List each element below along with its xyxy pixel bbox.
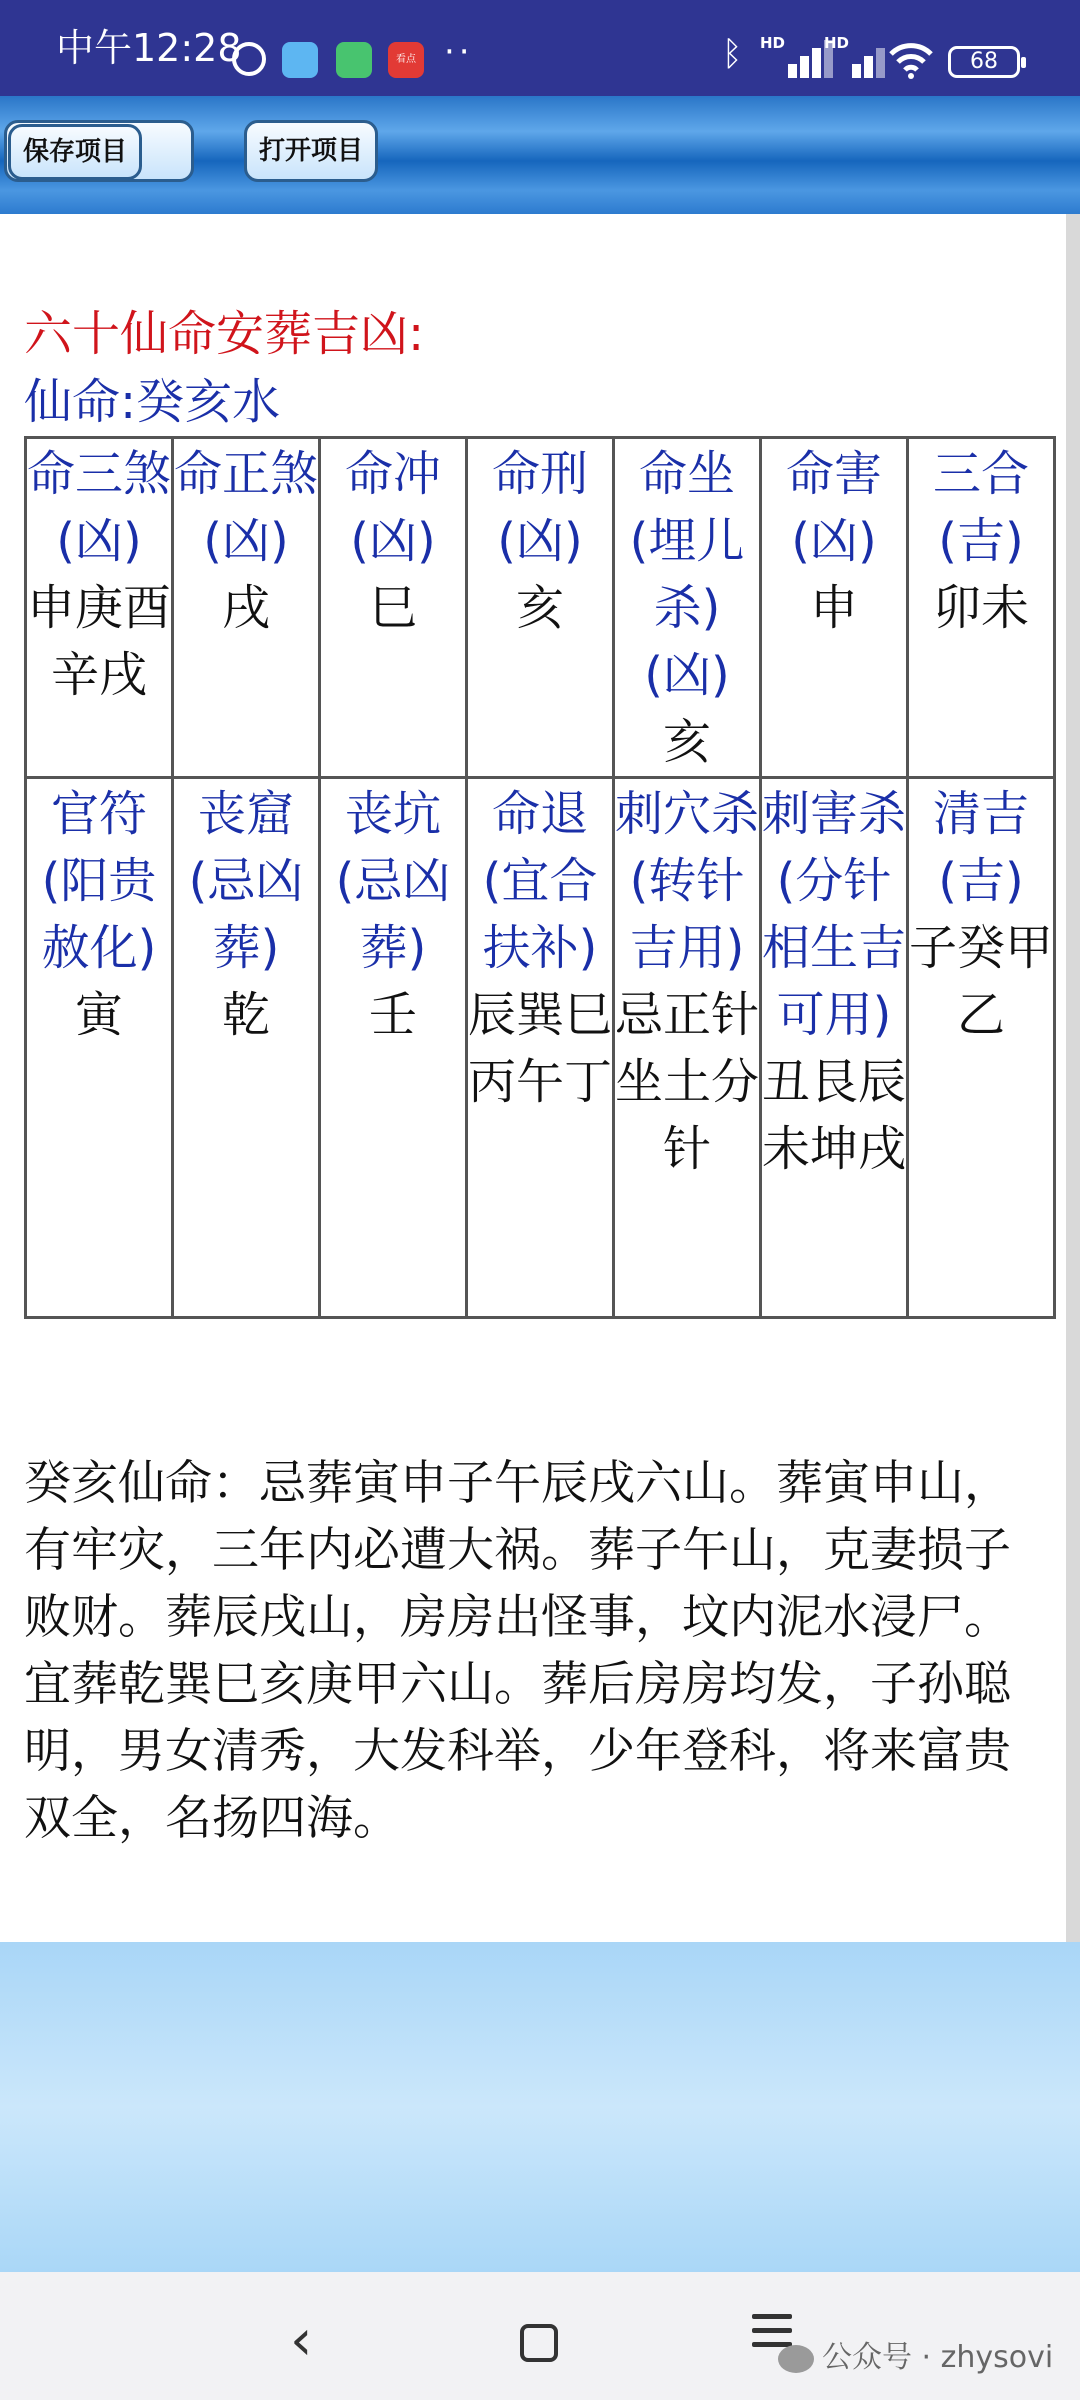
table-cell (467, 778, 614, 1318)
cell-label: 命害(凶) (785, 446, 882, 569)
home-icon[interactable] (520, 2324, 558, 2362)
cell-label: 刺穴杀(转针吉用) (615, 786, 760, 976)
table-cell (761, 778, 908, 1318)
signal-hd-label: HD (760, 34, 786, 52)
app-notification-icon (282, 42, 318, 78)
table-cell (908, 778, 1055, 1318)
open-project-button[interactable]: 打开项目 (244, 120, 378, 182)
cell-value: 卯未 (932, 580, 1029, 636)
cell-value: 辰巽巳丙午丁 (468, 987, 613, 1110)
content-area (0, 214, 1080, 1942)
table-cell (467, 438, 614, 778)
cell-label: 丧窟(忌凶葬) (188, 786, 304, 976)
cell-label: 命退(宜合扶补) (482, 786, 598, 976)
description-text (24, 1450, 1054, 1852)
cell-label: 清吉(吉) (932, 786, 1029, 909)
cell-value: 申 (809, 580, 858, 636)
cell-label: 丧坑(忌凶葬) (335, 786, 451, 976)
cell-label: 命刑(凶) (491, 446, 588, 569)
table-cell (320, 778, 467, 1318)
table-cell (173, 438, 320, 778)
background-panel (0, 1942, 1080, 2272)
scrollbar[interactable] (1066, 214, 1080, 1942)
cell-value: 戌 (221, 580, 270, 636)
cell-label: 官符(阳贵赦化) (41, 786, 157, 976)
cell-label: 命冲(凶) (344, 446, 441, 569)
table-cell (173, 778, 320, 1318)
cell-label: 三合(吉) (932, 446, 1029, 569)
paragraph-suitable: 宜葬乾巽巳亥庚甲六山。葬后房房均发，子孙聪明，男女清秀，大发科举，少年登科，将来富贵双全，名扬四海。 (24, 1657, 1011, 1846)
table-cell (26, 778, 173, 1318)
app-notification-icon: 看点 (388, 42, 424, 78)
bluetooth-icon: ᛒ (722, 34, 743, 74)
cell-value: 壬 (368, 987, 417, 1043)
status-time: 中午12:28 (56, 26, 242, 70)
status-bar (0, 0, 1080, 96)
back-icon[interactable]: ‹ (290, 2308, 313, 2373)
watermark-text: 公众号 · zhysovi (822, 2340, 1054, 2375)
cell-label: 刺害杀(分针相生吉可用) (762, 786, 907, 1043)
fortune-table (24, 436, 1056, 1319)
cell-label: 命正煞(凶) (174, 446, 319, 569)
page-subtitle: 仙命:癸亥水 (24, 374, 281, 430)
table-cell (614, 778, 761, 1318)
table-row (26, 778, 1055, 1318)
page-title: 六十仙命安葬吉凶: (24, 306, 425, 362)
toolbar (0, 96, 1080, 214)
wifi-icon (888, 40, 934, 80)
navigation-bar (0, 2272, 1080, 2400)
signal-icon (824, 34, 894, 78)
alarm-icon (232, 42, 266, 76)
cell-value: 子癸甲乙 (909, 920, 1054, 1043)
table-row (26, 438, 1055, 778)
cell-value: 申庚酉辛戌 (27, 580, 172, 703)
watermark (778, 2332, 1053, 2376)
cell-value: 忌正针坐土分针 (615, 987, 760, 1177)
save-project-button[interactable]: 保存项目 (8, 124, 142, 180)
cell-label: 命三煞(凶) (27, 446, 172, 569)
signal-hd-label: HD (824, 34, 850, 52)
table-cell (908, 438, 1055, 778)
app-notification-icon (336, 42, 372, 78)
table-cell (614, 438, 761, 778)
table-cell (26, 438, 173, 778)
more-notifications-icon: ·· (444, 32, 474, 72)
cell-value: 巳 (368, 580, 417, 636)
cell-value: 亥 (662, 714, 711, 770)
cell-label: 命坐(埋儿杀)(凶) (629, 446, 745, 703)
paragraph-avoid: 癸亥仙命：忌葬寅申子午辰戌六山。葬寅申山，有牢灾，三年内必遭大祸。葬子午山，克妻损子败财。葬辰戌山，房房出怪事，坟内泥水浸尸。 (24, 1456, 1011, 1645)
signal-icon (760, 34, 830, 78)
cell-value: 亥 (515, 580, 564, 636)
cell-value: 寅 (74, 987, 123, 1043)
battery-icon: 68 (948, 46, 1020, 78)
cell-value: 丑艮辰未坤戌 (762, 1054, 907, 1177)
cell-value: 乾 (221, 987, 270, 1043)
table-cell (320, 438, 467, 778)
wechat-icon (778, 2345, 814, 2373)
table-cell (761, 438, 908, 778)
